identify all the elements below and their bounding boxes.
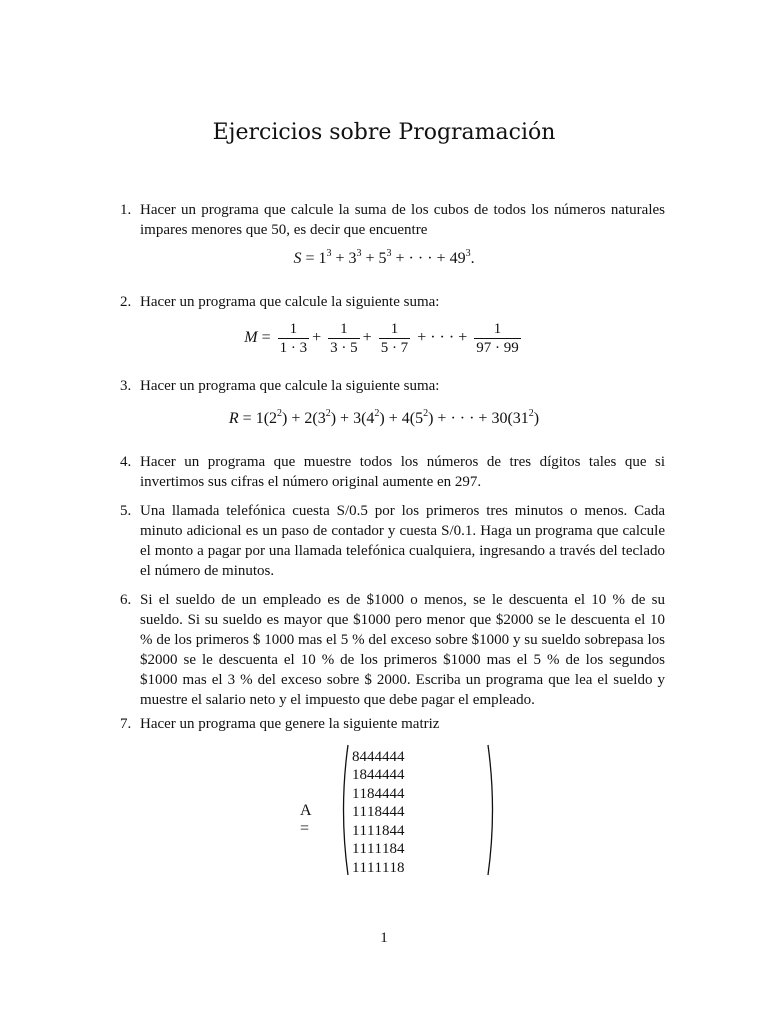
matrix-cell: 4 [374, 785, 382, 802]
matrix-cell: 4 [397, 841, 405, 858]
problem-5 [120, 501, 665, 581]
problem-number: 2. [120, 294, 132, 310]
matrix-cell: 1 [352, 859, 360, 876]
matrix-cell: 1 [374, 859, 382, 876]
matrix-cell: 1 [352, 785, 360, 802]
fraction: $\frac{1}{97 \cdot 99}$ [476, 321, 519, 356]
problem-number: 6. [120, 592, 132, 608]
left-parenthesis [338, 744, 350, 876]
matrix-cell: 4 [389, 785, 397, 802]
page-title: Ejercicios sobre Programación [212, 120, 556, 145]
matrix-cell: 8 [359, 767, 367, 784]
matrix-row [352, 748, 405, 767]
matrix-cell: 1 [352, 841, 360, 858]
matrix-cell: 1 [367, 859, 375, 876]
formula-s: $S = 1^3 + 3^3 + 5^3$ + · · · + $49^3$. [293, 248, 475, 267]
matrix-row [352, 859, 405, 878]
matrix-row [352, 785, 405, 804]
matrix-cell: 1 [389, 859, 397, 876]
matrix-cell: 8 [374, 804, 382, 821]
matrix-row [352, 767, 405, 786]
matrix-cell: 1 [359, 804, 367, 821]
matrix-cell: 1 [367, 822, 375, 839]
matrix-cell: 4 [397, 785, 405, 802]
formula-r: $R = 1(2^2) + 2(3^2) + 3(4^2) + 4(5^2)$ + · · · + $30(31^2)$ [228, 408, 540, 427]
problem-text: Si el sueldo de un empleado es de $1000 o menos, se le descuenta el 10 % de su sueldo. Si su sueldo es mayor que $1000 pero menor que $2000 se le descuenta el 10 % de los primeros $ 1000 mas el 5 % del exceso sobre $1000 y su sueldo sobrepasa los $2000 se le descuenta el 10 % de los primeros $1000 mas el 5 % de los segundos $1000 mas el 3 % del exceso sobre $ 2000. Escriba un programa que lea el sueldo y muestre el salario neto y el impuesto que debe pagar el empleado. [140, 592, 665, 708]
problem-3 [120, 376, 665, 396]
fraction: $\frac{1}{1 \cdot 3}$ [279, 321, 308, 356]
matrix-cell: 4 [382, 804, 390, 821]
right-parenthesis [486, 744, 498, 876]
matrix-cell: 8 [382, 822, 390, 839]
problem-text: Hacer un programa que calcule la siguiente suma: [140, 378, 440, 394]
problem-2 [120, 292, 665, 312]
matrix-cell: 4 [374, 767, 382, 784]
matrix-cell: 4 [367, 748, 375, 765]
matrix-cell: 1 [374, 841, 382, 858]
matrix-cell: 1 [359, 859, 367, 876]
matrix-row [352, 822, 405, 841]
matrix-cell: 1 [367, 841, 375, 858]
matrix-cell: 1 [367, 804, 375, 821]
matrix-row [352, 841, 405, 860]
problem-1 [120, 200, 665, 240]
matrix-cell: 1 [352, 822, 360, 839]
matrix-cell: 1 [352, 804, 360, 821]
matrix-cell: 1 [382, 841, 390, 858]
fraction: $\frac{1}{5 \cdot 7}$ [380, 321, 409, 356]
problem-number: 5. [120, 503, 132, 519]
matrix-cell: 4 [389, 804, 397, 821]
matrix-cell: 4 [397, 748, 405, 765]
problem-text: Hacer un programa que calcule la siguiente suma: [140, 294, 440, 310]
problem-7 [120, 714, 665, 734]
matrix-cell: 8 [389, 841, 397, 858]
matrix-cell: 4 [382, 748, 390, 765]
matrix-cell: 8 [367, 785, 375, 802]
matrix-cell: 4 [397, 804, 405, 821]
problem-number: 4. [120, 454, 132, 470]
matrix-cell: 4 [389, 767, 397, 784]
matrix-cell: 4 [397, 822, 405, 839]
problem-text: Hacer un programa que genere la siguiente matriz [140, 716, 440, 732]
matrix-cell: 1 [359, 822, 367, 839]
matrix-cell: 1 [374, 822, 382, 839]
problem-4 [120, 452, 665, 492]
fraction: $\frac{1}{3 \cdot 5}$ [330, 321, 358, 356]
matrix-cell: 4 [397, 767, 405, 784]
problem-text: Hacer un programa que calcule la suma de los cubos de todos los números naturales impares menores que 50, es decir que encuentre [140, 202, 665, 238]
matrix-cell: 1 [359, 841, 367, 858]
page-number: 1 [380, 930, 388, 946]
matrix-cell: 4 [382, 767, 390, 784]
formula-m: M = $\frac{1}{1 \cdot 3}$ + $\frac{1}{3 \cdot 5}$ + $\frac{1}{5 \cdot 7}$ + · · · + $\frac{1}{97 \cdot 99}$ [244, 321, 519, 356]
problem-number: 7. [120, 716, 132, 732]
matrix-table [352, 748, 405, 878]
problem-text: Una llamada telefónica cuesta S/0.5 por los primeros tres minutos o menos. Cada minuto adicional es un paso de contador y cuesta S/0.1. Haga un programa que calcule el monto a pagar por una llamada telefónica cualquiera, ingresando a través del teclado el número de minutos. [140, 503, 665, 579]
matrix-cell: 1 [352, 767, 360, 784]
matrix-cell: 4 [389, 822, 397, 839]
problem-text: Hacer un programa que muestre todos los números de tres dígitos tales que si invertimos sus cifras el número original aumente en 297. [140, 454, 665, 490]
matrix-cell: 8 [397, 859, 405, 876]
matrix-cell: 4 [382, 785, 390, 802]
problem-number: 1. [120, 202, 132, 218]
matrix-cell: 4 [359, 748, 367, 765]
problem-number: 3. [120, 378, 132, 394]
matrix-cell: 8 [352, 748, 360, 765]
matrix-cell: 1 [359, 785, 367, 802]
matrix-row [352, 804, 405, 823]
problem-6 [120, 590, 665, 710]
matrix-cell: 4 [367, 767, 375, 784]
matrix-label: A = [300, 802, 311, 837]
matrix-cell: 4 [389, 748, 397, 765]
matrix-cell: 1 [382, 859, 390, 876]
matrix-cell: 4 [374, 748, 382, 765]
